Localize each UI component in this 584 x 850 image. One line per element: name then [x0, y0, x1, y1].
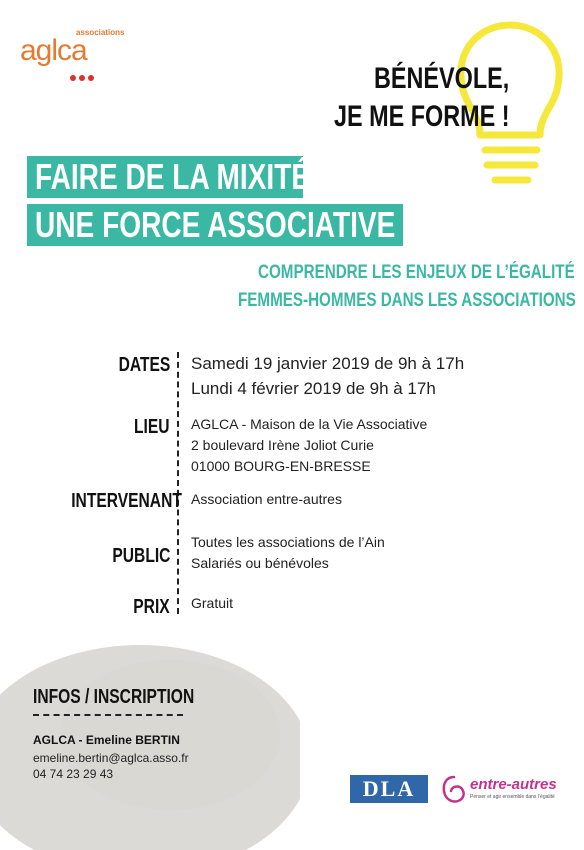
entre-autres-name: entre-autres [470, 776, 557, 793]
lieu-value: AGLCA - Maison de la Vie Associative 2 boulevard Irène Joliot Curie 01000 BOURG-EN-BRESSE [191, 416, 428, 474]
logo-small-text: associations [76, 28, 125, 37]
lieu-label: LIEU [134, 416, 170, 438]
public-value: Toutes les associations de l’Ain Salariés ou bénévoles [191, 534, 385, 571]
headline-line1: BÉNÉVOLE, [374, 62, 510, 95]
headline-line2: JE ME FORME ! [334, 100, 510, 133]
logo-word: aglca [20, 34, 87, 67]
public-label: PUBLIC [111, 545, 170, 567]
prix-value: Gratuit [191, 595, 234, 611]
contact-email[interactable]: emeline.bertin@aglca.asso.fr [33, 751, 189, 765]
logo-dots [70, 68, 97, 86]
dates-label: DATES [118, 354, 170, 376]
entre-autres-mark-icon [440, 774, 468, 806]
subtitle-line1: COMPRENDRE LES ENJEUX DE L’ÉGALITÉ [258, 262, 575, 283]
intervenant-value: Association entre-autres [191, 491, 342, 507]
prix-label: PRIX [133, 596, 170, 618]
contact-name: AGLCA - Emeline BERTIN [33, 733, 180, 747]
dla-logo: DLA [350, 775, 428, 803]
infos-divider [33, 714, 183, 716]
contact-phone: 04 74 23 29 43 [33, 767, 114, 781]
infos-title: INFOS / INSCRIPTION [33, 686, 195, 708]
title-banner-line1: FAIRE DE LA MIXITÉ [27, 156, 303, 198]
aglca-logo [20, 28, 130, 78]
grey-brush-shape [0, 610, 300, 850]
intervenant-label: INTERVENANT [71, 490, 182, 512]
title-banner-line2: UNE FORCE ASSOCIATIVE ! [27, 204, 403, 246]
entre-autres-tagline: Penser et agir ensemble dans l’égalité [470, 794, 555, 800]
details-separator [177, 352, 179, 614]
entre-autres-logo [440, 772, 570, 808]
subtitle-line2: FEMMES-HOMMES DANS LES ASSOCIATIONS [238, 290, 576, 311]
dates-value: Samedi 19 janvier 2019 de 9h à 17h Lundi 4 février 2019 de 9h à 17h [191, 354, 465, 398]
